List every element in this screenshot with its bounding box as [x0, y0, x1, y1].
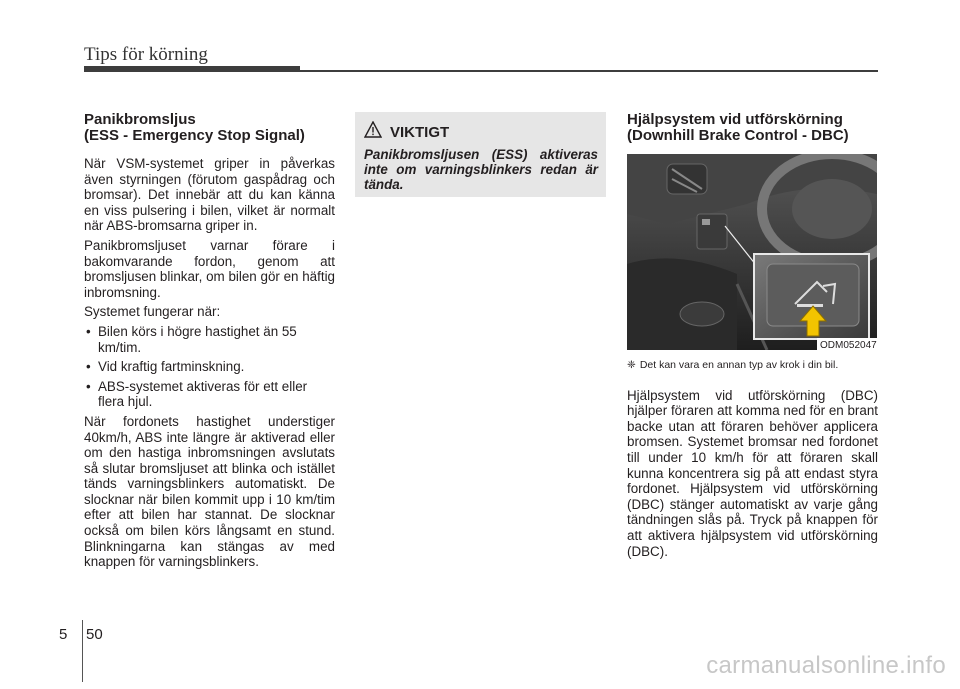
section-heading-dbc: [627, 112, 878, 144]
footer-divider: [82, 620, 83, 682]
header-rule-thin: [300, 70, 878, 72]
warning-text: Panikbromsljusen (ESS) aktiveras inte om varningsblinkers redan är tända.: [364, 147, 598, 192]
heading-line-1: Panikbromsljus: [84, 111, 196, 128]
heading-line-2: (ESS - Emergency Stop Signal): [84, 127, 305, 144]
warning-header: [364, 121, 598, 143]
paragraph-dbc: Hjälpsystem vid utförskörning (DBC) hjälper föraren att komma ned för en brant backe utan att föraren behöver applicera bromsen. Systemet bromsar ned fordonet till under 10 km/h för att föraren skall kunna koncentrera sig på att endast styra fordonet. Hjälpsystem vid utförskörning (DBC) stänger automatiskt av varje gång tändningen slås på. Tryck på knappen för att aktivera hjälpsystem vid utförskörning (DBC).: [627, 387, 878, 559]
list-item: • Vid kraftig fartminskning.: [84, 359, 335, 375]
warning-box: [355, 112, 606, 197]
list-item: • ABS-systemet aktiveras för ett eller flera hjul.: [84, 379, 335, 410]
page-number: 50: [86, 626, 103, 643]
image-caption: [627, 358, 878, 374]
warning-title: VIKTIGT: [390, 123, 450, 141]
list-item: • Bilen körs i högre hastighet än 55 km/tim.: [84, 324, 335, 355]
watermark: carmanualsonline.info: [706, 652, 946, 679]
header-rule-thick: [84, 66, 300, 72]
image-code-label: ODM052047: [820, 340, 877, 350]
dashboard-photo: [627, 154, 877, 350]
caption-text: Det kan vara en annan typ av krok i din bil.: [639, 359, 839, 371]
paragraph-deactivation: När fordonets hastighet understiger 40km/h, ABS inte längre är aktiverad eller om den hastiga inbromsningen avslutats så slutar bromsljuset att blinka och istället tänds varningsblinkers automatiskt. De slocknar när bilen kommit upp i 10 km/tim efter att bilen har stannat. De slocknar också om bilen körs långsamt en stund. Blinkningarna kan stängas av med knappen för varningsblinkers.: [84, 413, 335, 570]
heading-line-2: (Downhill Brake Control - DBC): [627, 127, 849, 144]
paragraph-conditions: Systemet fungerar när:: [84, 304, 221, 320]
warning-triangle-icon: [364, 121, 382, 143]
paragraph-ess-intro: Panikbromsljuset varnar förare i bakomvarande fordon, genom att bromsljusen blinkar, om bilen gör en häftig inbromsning.: [84, 237, 335, 300]
chapter-number: 5: [59, 626, 68, 643]
heading-line-1: Hjälpsystem vid utförskörning: [627, 111, 843, 128]
conditions-list: [84, 324, 335, 410]
page-header-title: Tips för körning: [84, 44, 208, 65]
left-column: [84, 112, 335, 574]
section-heading-ess: [84, 112, 335, 144]
right-column: [627, 112, 878, 563]
paragraph-vsm: När VSM-systemet griper in påverkas även styrningen (förutom gaspådrag och bromsar). Det innebär att du kan känna en viss pulsering i bilen, vilket är normalt när ABS-bromsarna griper in.: [84, 156, 335, 234]
caption-symbol: ❈: [627, 359, 636, 371]
dashboard-illustration: [627, 154, 877, 350]
